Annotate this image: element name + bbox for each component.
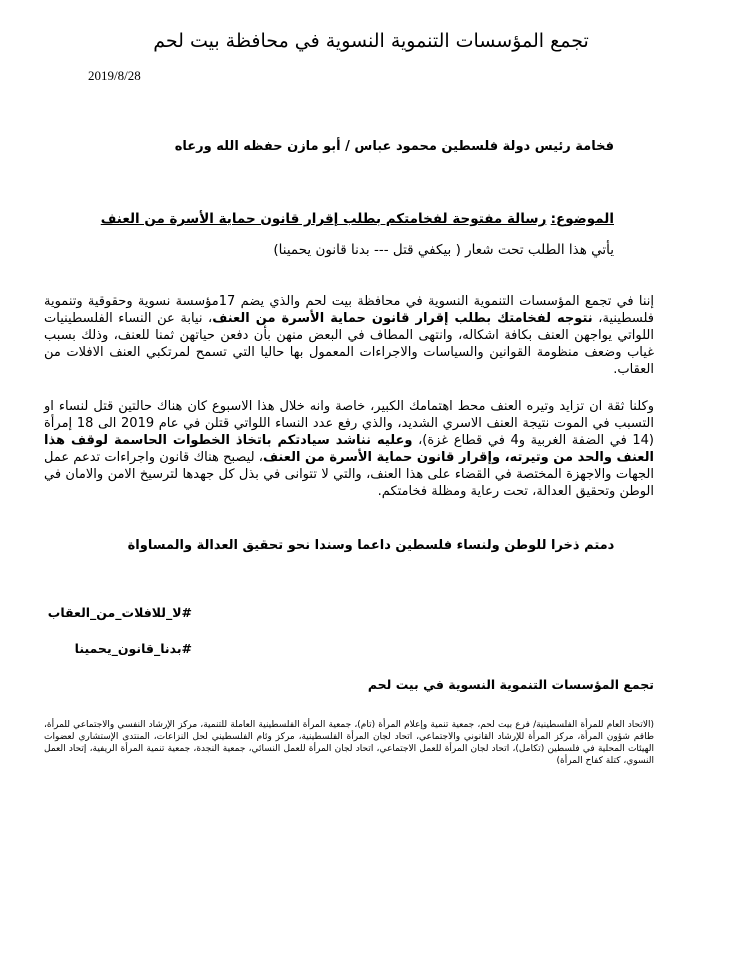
subject-text: رسالة مفتوحة لفخامتكم بطلب إقرار قانون حماية الأسرة من العنف [100, 211, 547, 227]
hashtag-no-impunity: #لا_للافلات_من_العقاب [47, 605, 192, 620]
p2-text-2: ، ليصبح هناك قانون واجراءات تدعم عمل الجهات والاجهزة المختصة في القضاء على هذا العنف، والتي لا تتوانى في بذل كل جهدها لترسيخ الامن والامان في الوطن وتحقيق العدالة، تحت رعاية ومظلة فخامتكم. [44, 450, 654, 499]
p2-text-1: وكلنا ثقة ان تزايد وتيره العنف محط اهتمامك الكبير، خاصة وانه خلال هذا الاسبوع كان هناك حالتين قتل لنساء او التسبب في الموت نتيجة العنف الاسري الشديد، والذي رفع عدد النساء اللواتي قتلن في عام 2019 الى 18 إمرأة (14 في الضفة الغربية و4 في قطاع غزة)، [44, 399, 654, 448]
closing-slogan: دمتم ذخرا للوطن ولنساء فلسطين داعما وسندا نحو تحقيق العدالة والمساواة [127, 538, 615, 553]
p2-bold-appeal: وعليه نناشد سيادتكم باتخاذ الخطوات الحاسمة لوقف هذا العنف والحد من وتيرته، وإقرار قانون حماية الأسرة من العنف [44, 433, 654, 465]
p1-bold-request: نتوجه لفخامتك بطلب إقرار قانون حماية الأسرة من العنف [212, 311, 593, 326]
subject-label: الموضوع: [550, 211, 614, 227]
p1-text-2: ، نيابة عن النساء الفلسطينيات اللواتي يواجهن العنف بكافة اشكاله، وانتهى المطاف في البعض منهن بأن دفعن حياتهن ثمنا للعنف، وذلك بسبب غياب وضعف منظومة القوانين والسياسات والاجراءات المعمول بها حاليا التي تسمح لمرتكبي العنف الافلات من العقاب. [44, 311, 654, 377]
letter-date: 2019/8/28 [88, 68, 141, 83]
p1-text-1: إننا في تجمع المؤسسات التنموية النسوية في محافظة بيت لحم والذي يضم 17مؤسسة نسوية وحقوقية وتنموية فلسطينية، [44, 294, 654, 326]
addressee-line: فخامة رئيس دولة فلسطين محمود عباس / أبو مازن حفظه الله ورعاه [174, 139, 614, 154]
body-paragraph-2 [44, 398, 654, 500]
signature-line: تجمع المؤسسات التنموية النسوية في بيت لحم [367, 677, 654, 692]
intro-line: يأتي هذا الطلب تحت شعار ( بيكفي قتل --- بدنا قانون يحمينا) [273, 242, 614, 258]
subject-line [54, 211, 614, 227]
letterhead-title: تجمع المؤسسات التنموية النسوية في محافظة بيت لحم [153, 30, 589, 52]
body-paragraph-1 [44, 293, 654, 378]
member-organizations-footnote: (الاتحاد العام للمرأة الفلسطينية/ فرع بيت لحم، جمعية تنمية وإعلام المرأة (تام)، جمعية المرأة الفلسطينية العاملة للتنمية، مركز الإرشاد النفسي والاجتماعي للمرأة، طاقم شؤون المرأة، مركز المرأة للإرشاد القانوني والاجتماعي، اتحاد لجان المرأة الفلسطينية، مركز وئام الفلسطيني لحل النزاعات، المنتدى الإستشاري لعضوات الهيئات المحلية في فلسطين (تكامل)، اتحاد لجان المرأة للعمل الاجتماعي، اتحاد لجان المرأة للعمل النسائي، جمعية النجدة، جمعية تنمية المرأة الريفية، إتحاد العمل النسوي، كتلة كفاح المرأة) [44, 720, 654, 766]
hashtag-protect-law: #بدنا_قانون_يحمينا [74, 641, 192, 656]
